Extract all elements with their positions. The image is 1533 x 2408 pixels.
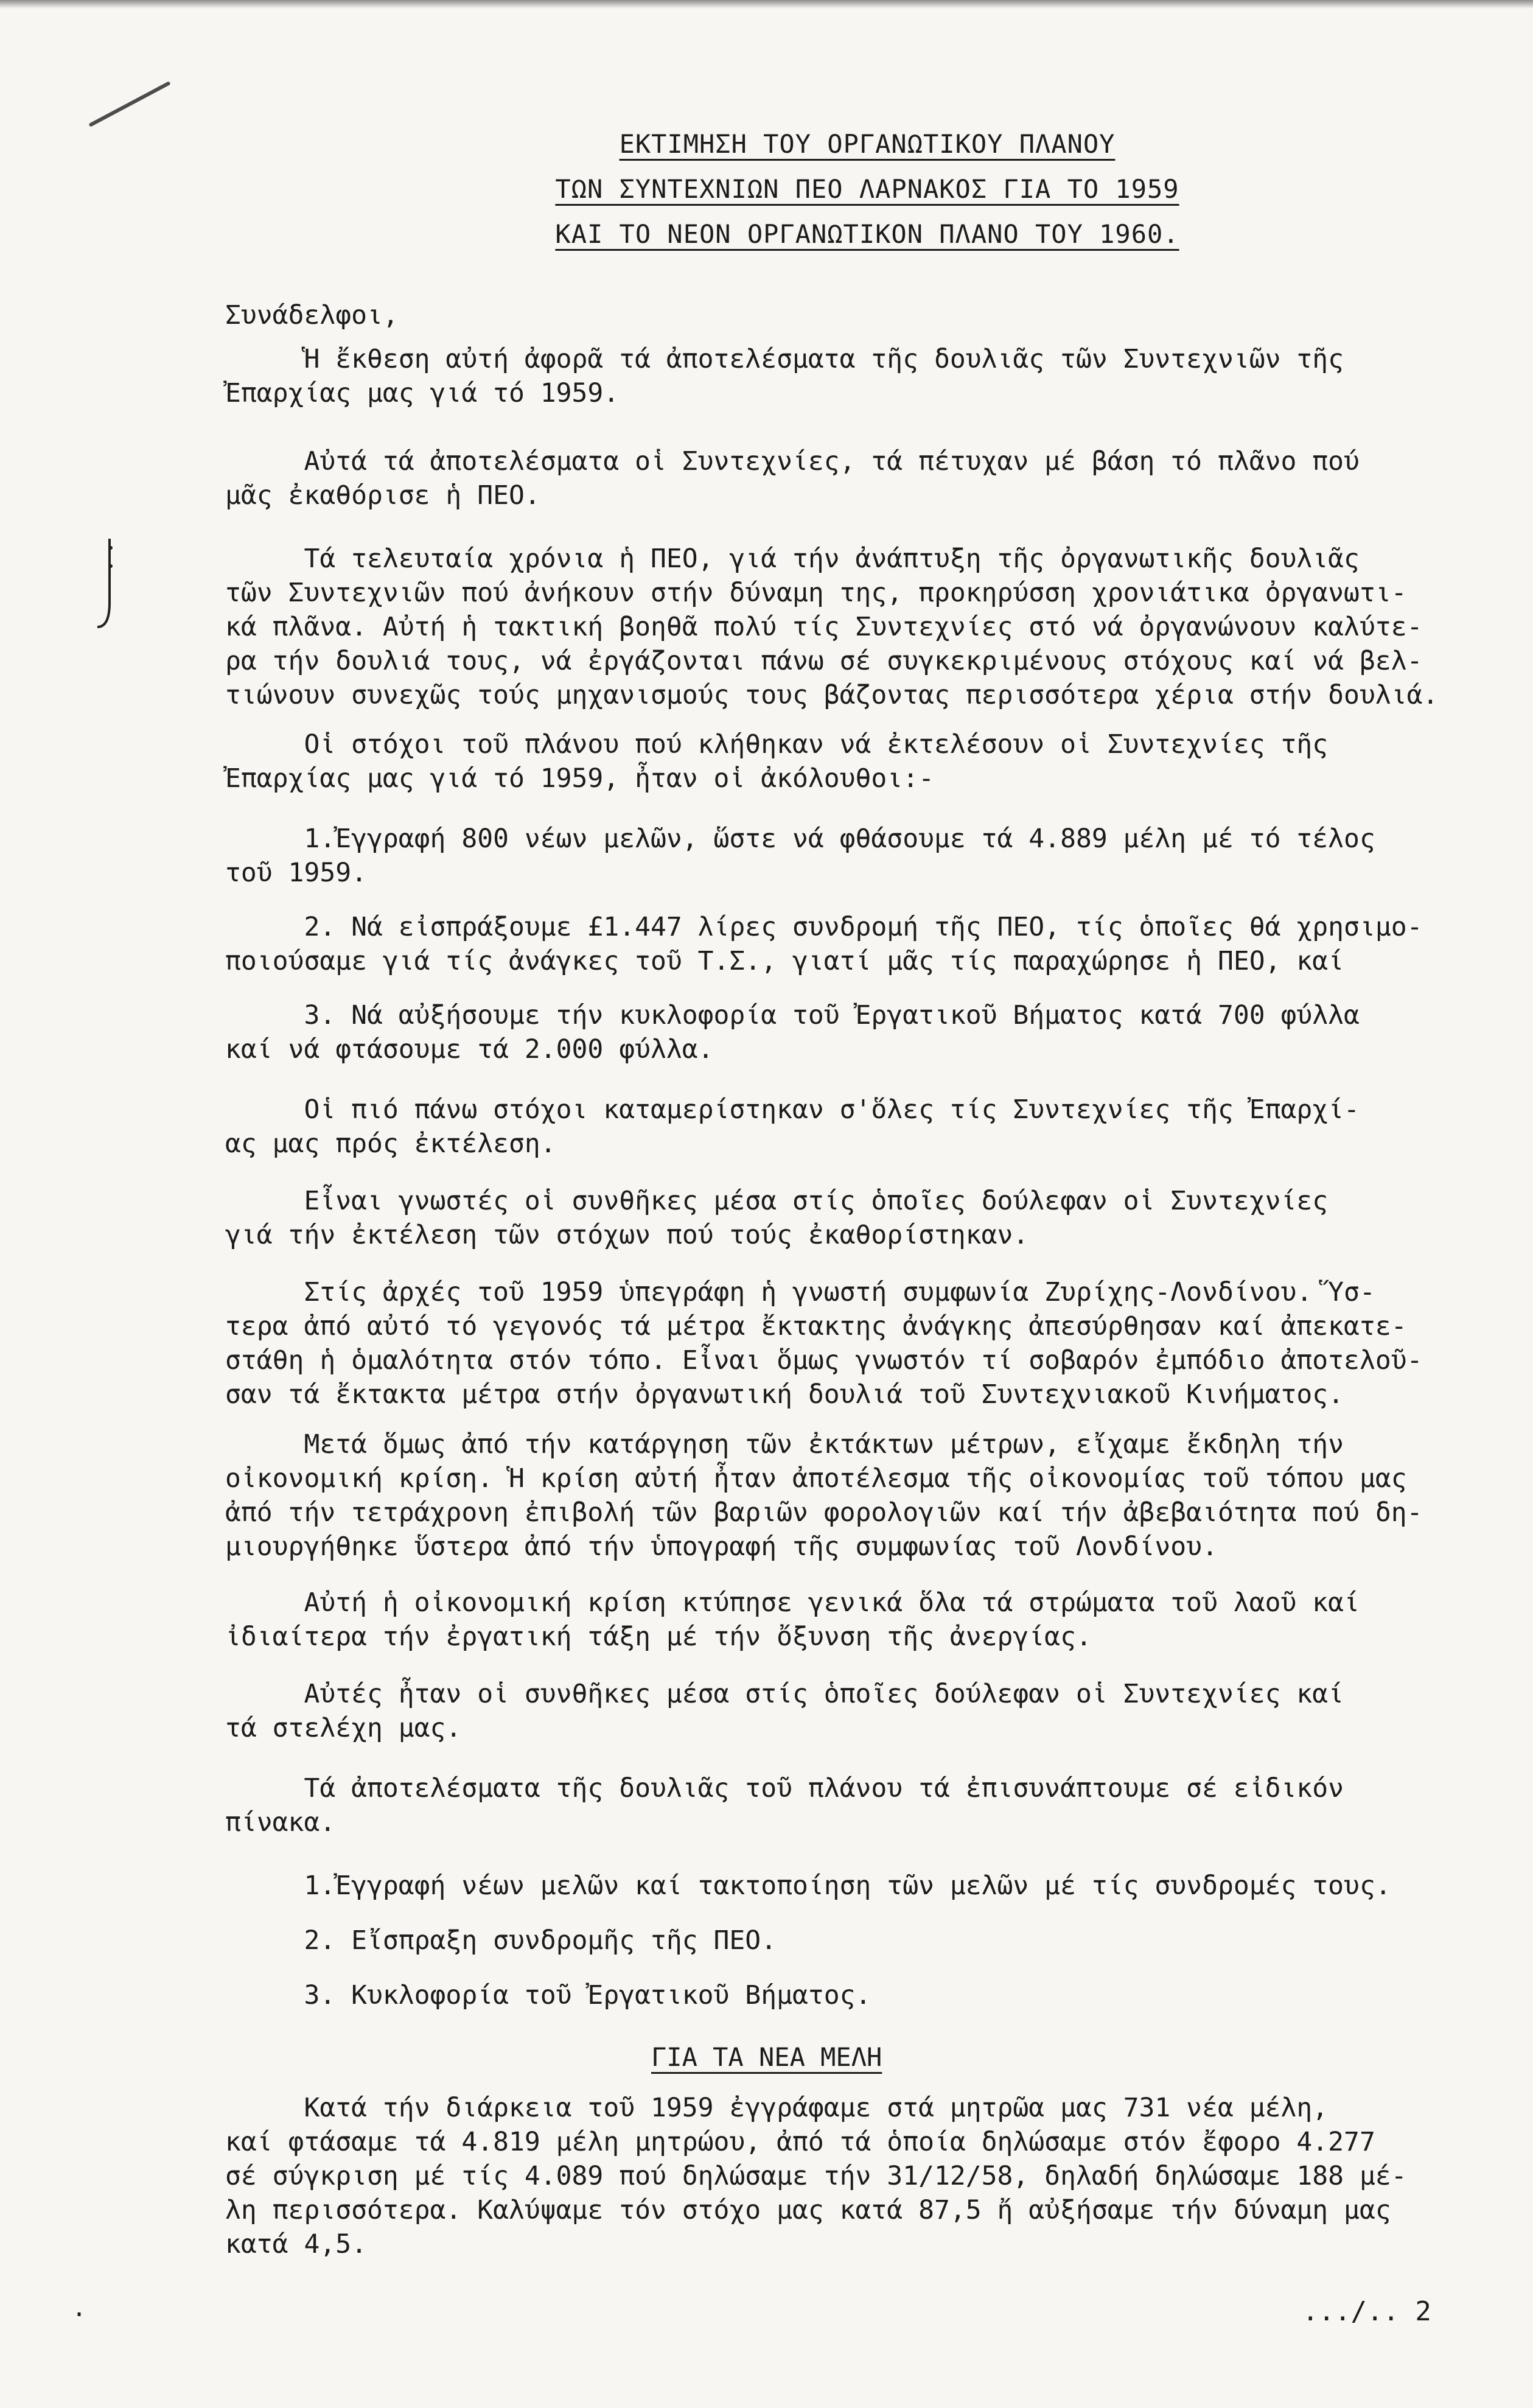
- paragraph-9: Αὐτή ἡ οἰκονομική κρίση κτύπησε γενικά ὅλα τά στρώματα τοῦ λαοῦ καί ἰδιαίτερα τήν ἐργατική τάξη μέ τήν ὄξυνση τῆς ἀνεργίας.: [225, 1587, 1360, 1652]
- goal-3: 3. Νά αὐξήσουμε τήν κυκλοφορία τοῦ Ἐργατικοῦ Βήματος κατά 700 φύλλα καί νά φτάσουμε τά 2.000 φύλλα.: [225, 1000, 1360, 1065]
- paragraph-1: Ἡ ἔκθεση αὐτή ἀφορᾶ τά ἀποτελέσματα τῆς δουλιᾶς τῶν Συντεχνιῶν τῆς Ἐπαρχίας μας γιά τό 1959.: [225, 344, 1344, 408]
- paragraph-5: Οἱ πιό πάνω στόχοι καταμερίστηκαν σ'ὅλες τίς Συντεχνίες τῆς Ἐπαρχί- ας μας πρός ἐκτέλεση.: [225, 1094, 1360, 1159]
- results-item-1: 1.Ἐγγραφή νέων μελῶν καί τακτοποίηση τῶν μελῶν μέ τίς συνδρομές τους.: [225, 1871, 1391, 1901]
- paragraph-7: Στίς ἀρχές τοῦ 1959 ὑπεγράφη ἡ γνωστή συμφωνία Ζυρίχης-Λονδίνου. Ὕσ- τερα ἀπό αὐτό τό γεγονός τά μέτρα ἔκτακτης ἀνάγκης ἀπεσύρθησαν καί ἀπεκατε- στάθη ἡ ὁμαλότητα στόν τόπο. Εἶναι ὅμως γνωστόν τί σοβαρόν ἐμπόδιο ἀποτελοῦ- σαν τά ἔκτακτα μέτρα στήν ὀργανωτική δουλιά τοῦ Συντεχνιακοῦ Κινήματος.: [225, 1277, 1423, 1410]
- section-title-new-members: ΓΙΑ ΤΑ ΝΕΑ ΜΕΛΗ: [651, 2042, 882, 2072]
- page-continuation-marker: .../.. 2: [1302, 2296, 1431, 2327]
- final-paragraph: Κατά τήν διάρκεια τοῦ 1959 ἐγγράφαμε στά μητρῶα μας 731 νέα μέλη, καί φτάσαμε τά 4.819 μέλη μητρώου, ἀπό τά ὁποία δηλώσαμε στόν ἔφορο 4.277 σέ σύγκριση μέ τίς 4.089 πού δηλώσαμε τήν 31/12/58, δηλαδή δηλώσαμε 188 μέ- λη περισσότερα. Καλύψαμε τόν στόχο μας κατά 87,5 ἤ αὐξήσαμε τήν δύναμη μας κατά 4,5.: [225, 2093, 1407, 2259]
- heading-line-2: ΤΩΝ ΣΥΝΤΕΧΝΙΩΝ ΠΕΟ ΛΑΡΝΑΚΟΣ ΓΙΑ ΤΟ 1959: [555, 174, 1179, 204]
- document-heading: [517, 122, 1217, 257]
- heading-line-1: ΕΚΤΙΜΗΣΗ ΤΟΥ ΟΡΓΑΝΩΤΙΚΟΥ ΠΛΑΝΟΥ: [619, 129, 1116, 159]
- paragraph-3: Τά τελευταία χρόνια ἡ ΠΕΟ, γιά τήν ἀνάπτυξη τῆς ὀργανωτικῆς δουλιᾶς τῶν Συντεχνιῶν πού ἀνήκουν στήν δύναμη της, προκηρύσση χρονιάτικα ὀργανωτι- κά πλᾶνα. Αὐτή ἡ τακτική βοηθᾶ πολύ τίς Συντεχνίες στό νά ὀργανώνουν καλύτε- ρα τήν δουλιά τους, νά ἐργάζονται πάνω σέ συγκεκριμένους στόχους καί νά βελ- τιώνουν συνεχῶς τούς μηχανισμούς τους βάζοντας περισσότερα χέρια στήν δουλιά.: [225, 544, 1439, 710]
- margin-bracket-mark: [85, 536, 122, 633]
- results-item-3: 3. Κυκλοφορία τοῦ Ἐργατικοῦ Βήματος.: [225, 1980, 871, 2011]
- paragraph-10: Αὐτές ἦταν οἱ συνθῆκες μέσα στίς ὁποῖες δούλεφαν οἱ Συντεχνίες καί τά στελέχη μας.: [225, 1679, 1344, 1743]
- goal-1: 1.Ἐγγραφή 800 νέων μελῶν, ὥστε νά φθάσουμε τά 4.889 μέλη μέ τό τέλος τοῦ 1959.: [225, 824, 1375, 888]
- results-item-2: 2. Εἴσπραξη συνδρομῆς τῆς ΠΕΟ.: [225, 1925, 777, 1956]
- pen-stroke-mark: [88, 81, 170, 127]
- paragraph-8: Μετά ὅμως ἀπό τήν κατάργηση τῶν ἐκτάκτων μέτρων, εἴχαμε ἔκδηλη τήν οἰκονομική κρίση. Ἡ κρίση αὐτή ἦταν ἀποτέλεσμα τῆς οἰκονομίας τοῦ τόπου μας ἀπό τήν τετράχρονη ἐπιβολή τῶν βαριῶν φορολογιῶν καί τήν ἀβεβαιότητα πού δη- μιουργήθηκε ὕστερα ἀπό τήν ὑπογραφή τῆς συμφωνίας τοῦ Λονδίνου.: [225, 1429, 1423, 1562]
- paragraph-6: Εἶναι γνωστές οἱ συνθῆκες μέσα στίς ὁποῖες δούλεφαν οἱ Συντεχνίες γιά τήν ἐκτέλεση τῶν στόχων πού τούς ἐκαθορίστηκαν.: [225, 1186, 1329, 1250]
- paragraph-4: Οἱ στόχοι τοῦ πλάνου πού κλήθηκαν νά ἐκτελέσουν οἱ Συντεχνίες τῆς Ἐπαρχίας μας γιά τό 1959, ἦταν οἱ ἀκόλουθοι:-: [225, 729, 1329, 794]
- heading-line-3: ΚΑΙ ΤΟ ΝΕΟΝ ΟΡΓΑΝΩΤΙΚΟΝ ΠΛΑΝΟ ΤΟΥ 1960.: [555, 219, 1179, 249]
- salutation: Συνάδελφοι,: [225, 300, 399, 331]
- paragraph-2: Αὐτά τά ἀποτελέσματα οἱ Συντεχνίες, τά πέτυχαν μέ βάση τό πλᾶνο πού μᾶς ἐκαθόρισε ἡ ΠΕΟ.: [225, 446, 1360, 511]
- paragraph-11: Τά ἀποτελέσματα τῆς δουλιᾶς τοῦ πλάνου τά ἐπισυνάπτουμε σέ εἰδικόν πίνακα.: [225, 1773, 1344, 1838]
- goal-2: 2. Νά εἰσπράξουμε £1.447 λίρες συνδρομή τῆς ΠΕΟ, τίς ὁποῖες θά χρησιμο- ποιούσαμε γιά τίς ἀνάγκες τοῦ Τ.Σ., γιατί μᾶς τίς παραχώρησε ἡ ΠΕΟ, καί: [225, 912, 1423, 976]
- scan-top-edge: [0, 0, 1533, 9]
- margin-dot-mark: ·: [72, 2301, 87, 2329]
